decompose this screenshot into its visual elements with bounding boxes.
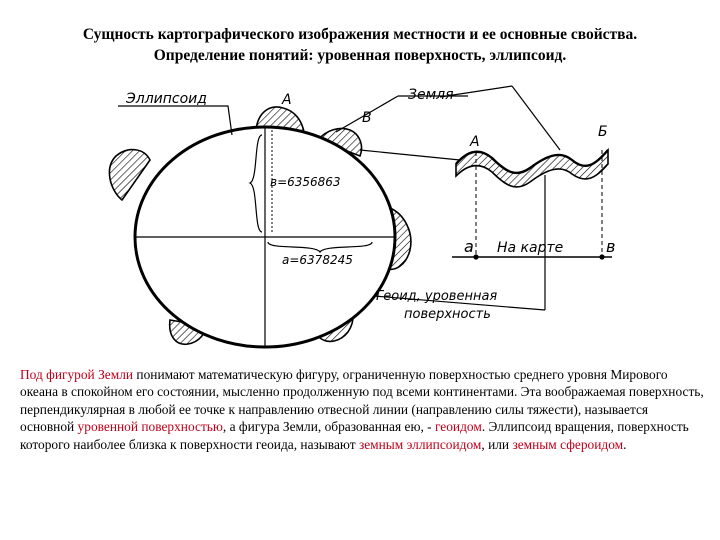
zoom-line-2 <box>360 150 460 160</box>
earth-label: Земля <box>408 87 454 103</box>
earth-leader-diag <box>336 96 398 132</box>
term-earth-spheroid: земным сфероидом <box>512 436 624 452</box>
paragraph-text-3: . Эллипсоид вращения, поверхность которого наиболее близка к поверхности геоида, называют <box>20 419 689 452</box>
ellipsoid-leader <box>118 106 232 135</box>
map-point-v <box>599 254 604 259</box>
terrain-profile <box>452 124 615 260</box>
point-b-label: В <box>362 110 372 126</box>
profile-v-label: в <box>606 237 616 256</box>
terrain-hatched-band <box>456 150 608 187</box>
title-line-1: Сущность картографического изображения местности и ее основные свойства. <box>82 26 638 43</box>
paragraph-text-1: понимают математическую фигуру, ограниченную поверхностью среднего уровня Мирового океана в спокойном его состоянии, мысленно продолженную под всеми континентами. Эта воображаемая поверхность, перпендикулярная в любой ее точке к направлению отвесной линии (направлению силы тяжести), называется основной <box>20 367 704 435</box>
semi-major-label: а=6378245 <box>282 253 353 267</box>
minor-axis-brace <box>250 135 262 232</box>
profile-a-label: а <box>464 237 474 256</box>
paragraph-text-2: , а фигура Земли, образованная ею, - <box>222 419 435 435</box>
term-level-surface: уровенной поверхностью <box>77 419 223 435</box>
major-axis-brace <box>268 242 372 252</box>
continent-right <box>386 208 411 269</box>
paragraph-text-5: . <box>623 436 627 452</box>
profile-B-label: Б <box>598 124 608 140</box>
title-line-2: Определение понятий: уровенная поверхность, эллипсоид. <box>153 47 567 64</box>
ellipsoid-label: Эллипсоид <box>126 91 207 107</box>
zoom-line-1 <box>512 86 560 150</box>
term-earth-ellipsoid: земным эллипсоидом <box>358 436 482 452</box>
profile-A-label: А <box>470 134 480 150</box>
continent-left <box>109 150 150 200</box>
point-a-label: А <box>282 92 292 108</box>
on-map-label: На карте <box>497 240 564 256</box>
geoid-label-line-2: поверхность <box>404 307 491 322</box>
term-figure-of-earth: Под фигурой Земли <box>20 367 134 382</box>
term-geoid: геоидом <box>434 419 482 435</box>
map-point-a <box>473 254 478 259</box>
paragraph-text-4: , или <box>481 436 513 452</box>
description-paragraph <box>20 366 705 453</box>
geoid-label-line-1: Геоид, уровенная <box>376 289 498 304</box>
semi-minor-label: в=6356863 <box>270 175 341 189</box>
continent-top-right <box>318 128 362 156</box>
